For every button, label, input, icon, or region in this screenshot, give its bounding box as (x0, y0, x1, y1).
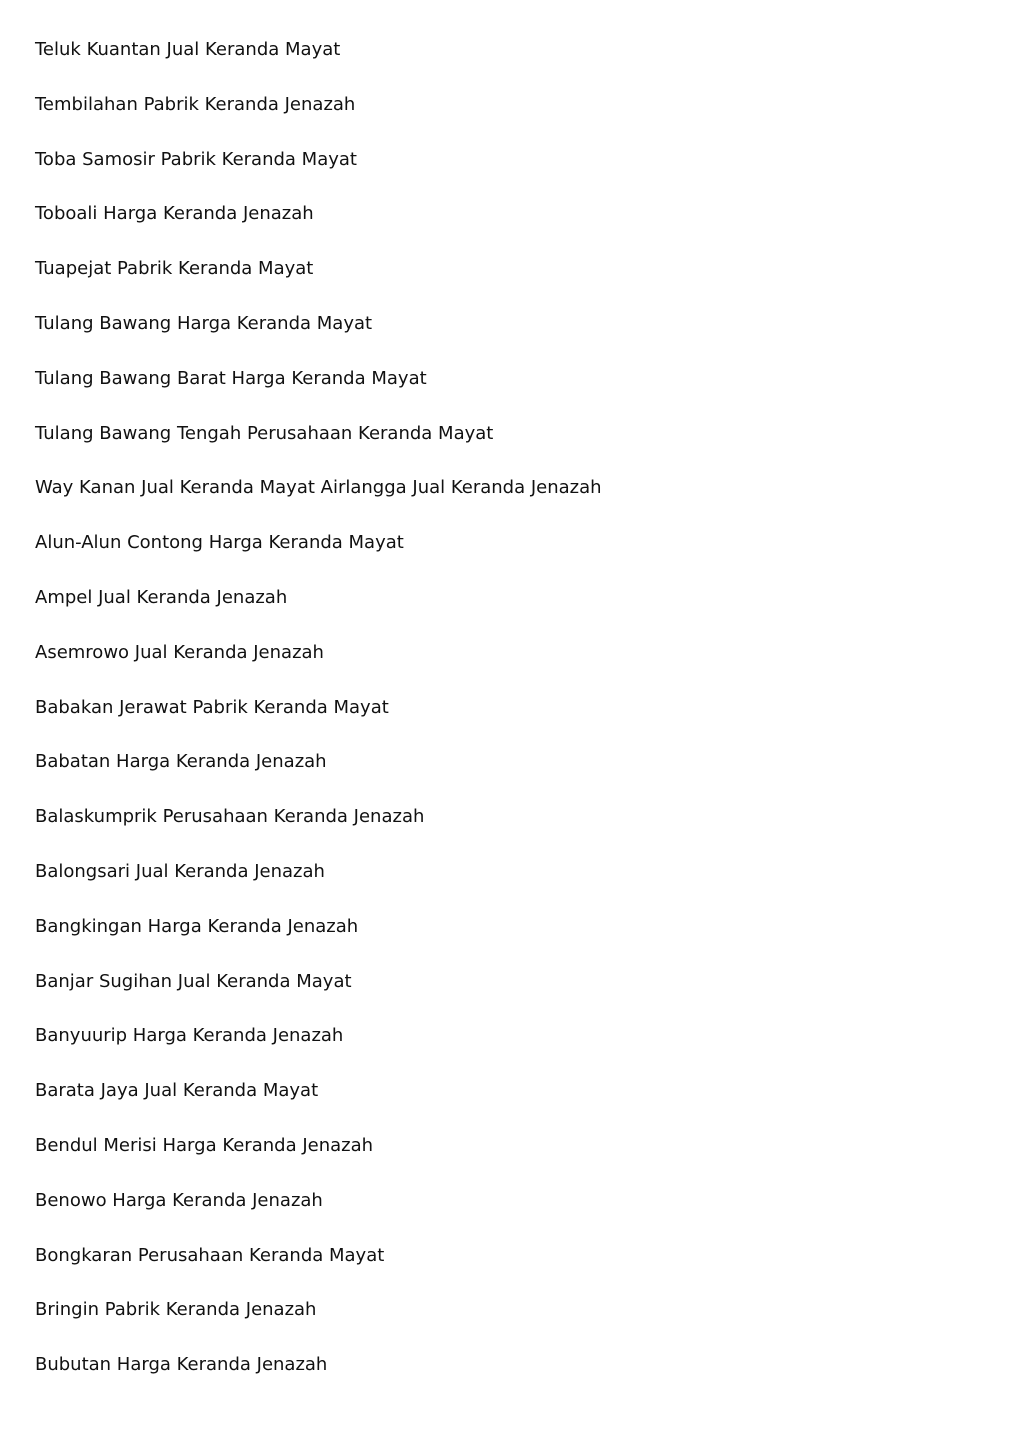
text-line: Asemrowo Jual Keranda Jenazah (35, 641, 324, 663)
text-line: Tulang Bawang Tengah Perusahaan Keranda Mayat (35, 422, 494, 444)
text-line: Tembilahan Pabrik Keranda Jenazah (35, 93, 356, 115)
text-line: Bangkingan Harga Keranda Jenazah (35, 915, 359, 937)
text-line: Banyuurip Harga Keranda Jenazah (35, 1025, 344, 1047)
text-line: Babatan Harga Keranda Jenazah (35, 751, 327, 773)
text-line: Teluk Kuantan Jual Keranda Mayat (35, 39, 341, 60)
text-line: Balongsari Jual Keranda Jenazah (35, 860, 325, 882)
text-line: Banjar Sugihan Jual Keranda Mayat (35, 970, 352, 992)
text-line: Babakan Jerawat Pabrik Keranda Mayat (35, 696, 389, 718)
text-line-list (35, 35, 602, 1405)
text-line: Ampel Jual Keranda Jenazah (35, 586, 288, 608)
text-line: Bringin Pabrik Keranda Jenazah (35, 1299, 317, 1321)
text-line: Bubutan Harga Keranda Jenazah (35, 1354, 328, 1376)
text-line: Benowo Harga Keranda Jenazah (35, 1189, 323, 1211)
text-line: Tulang Bawang Harga Keranda Mayat (35, 312, 373, 334)
text-line: Bendul Merisi Harga Keranda Jenazah (35, 1134, 374, 1156)
text-line: Way Kanan Jual Keranda Mayat Airlangga Jual Keranda Jenazah (35, 477, 602, 499)
text-line: Toboali Harga Keranda Jenazah (35, 203, 314, 225)
text-line: Alun-Alun Contong Harga Keranda Mayat (35, 532, 404, 554)
text-line: Toba Samosir Pabrik Keranda Mayat (35, 148, 357, 170)
text-line: Barata Jaya Jual Keranda Mayat (35, 1080, 319, 1102)
text-line: Tulang Bawang Barat Harga Keranda Mayat (35, 367, 427, 389)
text-line: Bongkaran Perusahaan Keranda Mayat (35, 1244, 385, 1266)
text-line: Balaskumprik Perusahaan Keranda Jenazah (35, 806, 425, 828)
text-line: Tuapejat Pabrik Keranda Mayat (35, 258, 314, 280)
